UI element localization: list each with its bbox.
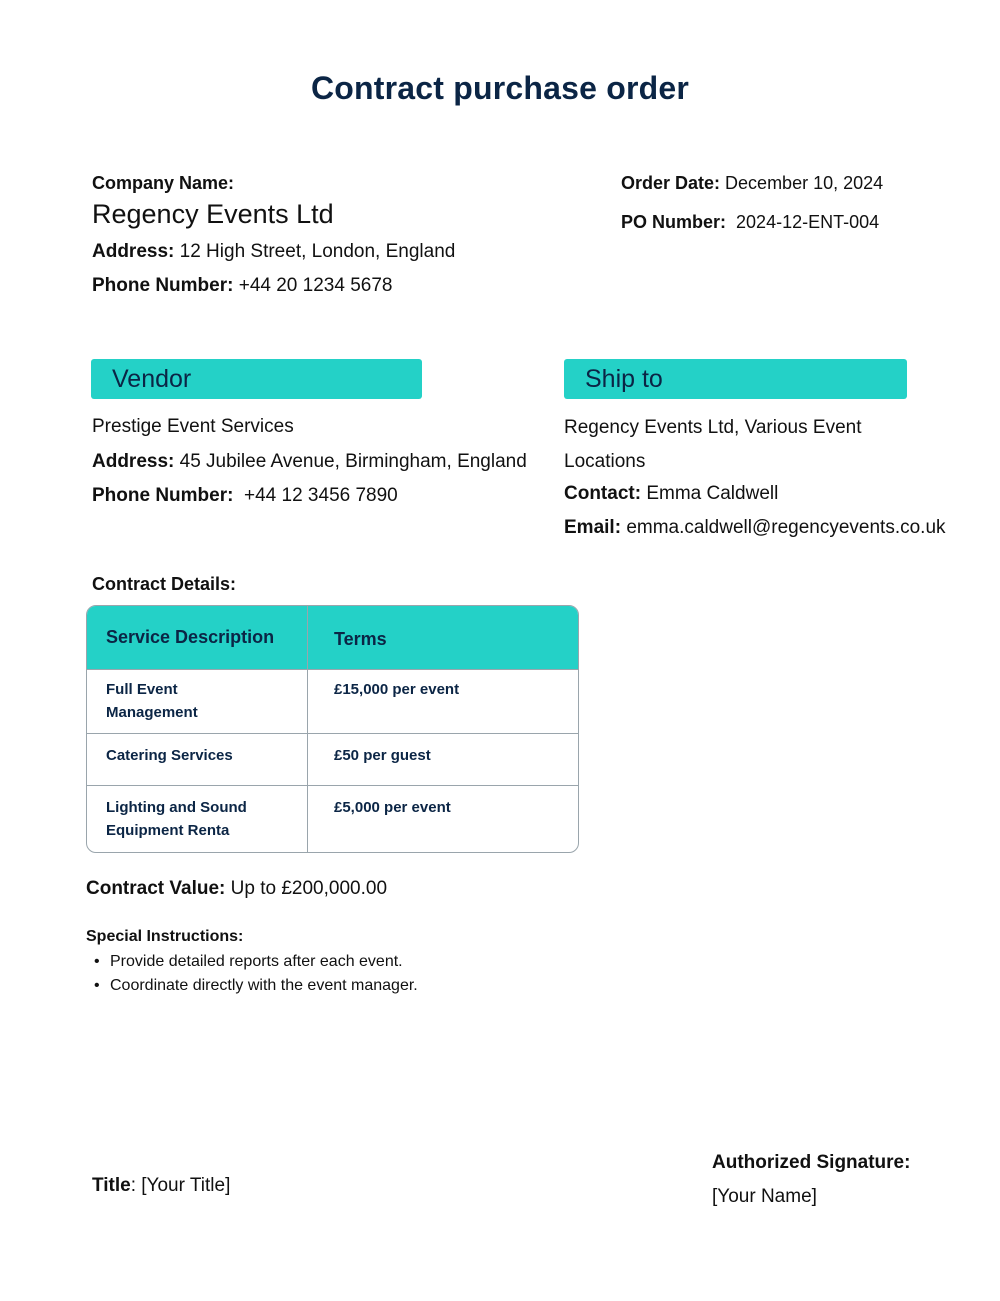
po-number bbox=[621, 212, 879, 233]
authorized-signature-label: Authorized Signature: bbox=[712, 1152, 911, 1173]
column-header-terms: Terms bbox=[308, 606, 579, 670]
company-phone-value: +44 20 1234 5678 bbox=[238, 275, 393, 296]
title-field-value: [Your Title] bbox=[141, 1175, 231, 1196]
ship-to-email-value: emma.caldwell@regencyevents.co.uk bbox=[626, 517, 946, 538]
po-number-label: PO Number: bbox=[621, 212, 727, 232]
vendor-address-label: Address: bbox=[92, 451, 175, 472]
company-name: Regency Events Ltd bbox=[92, 199, 334, 229]
column-header-service: Service Description bbox=[87, 606, 308, 670]
vendor-address bbox=[92, 451, 527, 473]
table-row bbox=[87, 670, 578, 734]
ship-to-contact bbox=[564, 483, 778, 505]
order-date-label: Order Date: bbox=[621, 173, 721, 193]
vendor-phone-label: Phone Number: bbox=[92, 485, 234, 506]
vendor-phone bbox=[92, 485, 398, 507]
table-row bbox=[87, 786, 578, 854]
vendor-name: Prestige Event Services bbox=[92, 416, 294, 437]
ship-to-contact-value: Emma Caldwell bbox=[646, 483, 779, 504]
list-item: • Coordinate directly with the event manager. bbox=[86, 974, 418, 998]
table-row bbox=[87, 734, 578, 786]
vendor-phone-value: +44 12 3456 7890 bbox=[244, 485, 398, 506]
special-instructions-label: Special Instructions: bbox=[86, 928, 244, 945]
service-cell: Lighting and Sound Equipment Renta bbox=[87, 786, 308, 854]
ship-to-name-line2: Locations bbox=[564, 451, 646, 472]
ship-to-contact-label: Contact: bbox=[564, 483, 642, 504]
company-address-value: 12 High Street, London, England bbox=[179, 241, 456, 262]
contract-value bbox=[86, 878, 387, 900]
terms-cell: £5,000 per event bbox=[334, 799, 451, 816]
contract-value-label: Contract Value: bbox=[86, 878, 226, 899]
ship-to-email-label: Email: bbox=[564, 517, 622, 538]
terms-cell: £15,000 per event bbox=[308, 670, 579, 734]
contract-value-amount: Up to £200,000.00 bbox=[230, 878, 388, 899]
ship-to-email bbox=[564, 517, 946, 539]
page-title: Contract purchase order bbox=[310, 70, 690, 106]
vendor-address-value: 45 Jubilee Avenue, Birmingham, England bbox=[179, 451, 527, 472]
ship-to-name-line1: Regency Events Ltd, Various Event bbox=[564, 417, 862, 438]
title-field: Title: [Your Title] bbox=[92, 1175, 231, 1196]
po-number-value: 2024-12-ENT-004 bbox=[736, 212, 880, 232]
ship-to-heading: Ship to bbox=[564, 359, 907, 399]
company-phone bbox=[92, 275, 392, 297]
title-field-label: Title bbox=[92, 1175, 131, 1196]
company-name-label: Company Name: bbox=[92, 173, 235, 193]
vendor-heading: Vendor bbox=[91, 359, 422, 399]
contract-details-table bbox=[86, 605, 579, 853]
service-cell: Full Event Management bbox=[87, 670, 308, 734]
company-address-label: Address: bbox=[92, 241, 175, 262]
special-instructions-list bbox=[86, 950, 418, 998]
terms-cell: £50 per guest bbox=[308, 734, 579, 786]
list-item: • Provide detailed reports after each event. bbox=[86, 950, 418, 974]
contract-details-label: Contract Details: bbox=[92, 574, 237, 594]
company-phone-label: Phone Number: bbox=[92, 275, 234, 296]
company-address bbox=[92, 241, 455, 263]
order-date-value: December 10, 2024 bbox=[725, 173, 884, 193]
service-cell: Catering Services bbox=[87, 734, 308, 786]
order-date bbox=[621, 173, 883, 194]
signature-name: [Your Name] bbox=[712, 1186, 817, 1207]
